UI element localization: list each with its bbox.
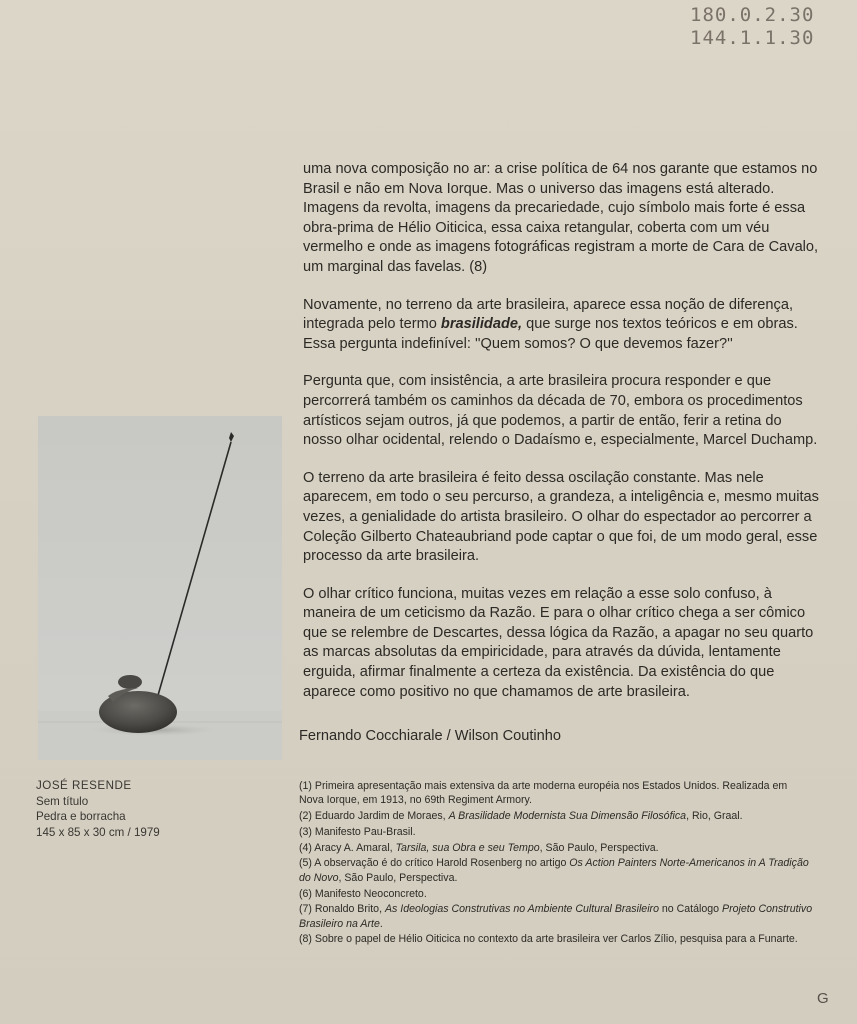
footnotes — [299, 779, 814, 948]
paragraph: O terreno da arte brasileira é feito dessa oscilação constante. Mas nele aparecem, em todo o seu percurso, a grandeza, a inteligência e, mesmo muitas vezes, a genialidade do artista brasileiro. O olhar do espectador ao percorrer a Coleção Gilberto Chateaubriand pode captar o que foi, de um modo geral, esse processo da arte brasileira. — [303, 469, 819, 565]
handwritten-catalog-codes — [690, 4, 850, 50]
footnote-text: (1) Primeira apresentação mais extensiva da arte moderna européia nos Estados Unidos. Realizada em Nova Iorque, em 1913, no 69th Regiment Armory. — [299, 780, 788, 807]
rod-tip — [229, 432, 234, 442]
footnote-text: , São Paulo, Perspectiva. — [539, 841, 659, 854]
footnote-italic-title: As Ideologias Construtivas no Ambiente Cultural Brasileiro — [384, 903, 659, 916]
paragraph-text: Novamente, no terreno da arte brasileira, aparece essa noção de diferença, integrada pelo termo — [303, 296, 793, 333]
footnote-italic-title: Os Action Painters Norte-Americanos in A Tradição do Novo — [299, 857, 809, 884]
page-mark: G — [817, 990, 829, 1007]
paragraph: uma nova composição no ar: a crise política de 64 nos garante que estamos no Brasil e não em Nova Iorque. Mas o universo das imagens está alterado. Imagens da revolta, imagens da precariedade, cujo símbolo mais forte é essa obra-prima de Hélio Oiticica, essa caixa retangular, coberta com um véu vermelho e onde as imagens fotográficas registram a morte de Cara de Cavalo, um marginal das favelas. (8) — [303, 161, 819, 275]
footnote-text: (2) Eduardo Jardim de Moraes, — [299, 810, 449, 823]
footnote — [299, 856, 814, 885]
artwork-caption — [36, 778, 236, 840]
artwork-material: Pedra e borracha — [36, 810, 126, 824]
small-stone — [118, 675, 142, 689]
artwork-photo — [38, 416, 282, 760]
footnote — [299, 809, 814, 823]
footnote-text: (5) A observação é do crítico Harold Rosenberg no artigo — [299, 857, 570, 870]
footnote — [299, 887, 814, 901]
footnote-text: no Catálogo — [658, 903, 722, 916]
footnote-text: (8) Sobre o papel de Hélio Oiticica no contexto da arte brasileira ver Carlos Zílio, pesquisa para a Funarte. — [299, 933, 798, 946]
footnote — [299, 841, 814, 855]
footnote-italic-title: A Brasilidade Modernista Sua Dimensão Filosófica — [448, 810, 687, 823]
footnote — [299, 932, 814, 946]
footnote — [299, 825, 814, 839]
footnote-text: . — [379, 917, 383, 930]
catalog-code-2: 144.1.1.30 — [690, 27, 815, 49]
paragraph — [303, 296, 823, 355]
footnote-text: , São Paulo, Perspectiva. — [338, 871, 458, 884]
footnote-text: (3) Manifesto Pau-Brasil. — [299, 825, 416, 838]
footnote-italic-title: Projeto Construtivo Brasileiro na Arte — [299, 903, 813, 930]
rubber-rod — [148, 442, 231, 730]
footnote — [299, 779, 814, 808]
footnote-text: (4) Aracy A. Amaral, — [299, 841, 396, 854]
authors-signature: Fernando Cocchiarale / Wilson Coutinho — [299, 728, 562, 744]
footnote — [299, 902, 814, 931]
catalog-code-1: 180.0.2.30 — [690, 4, 815, 26]
footnote-italic-title: Tarsila, sua Obra e seu Tempo — [395, 841, 540, 854]
footnote-text: , Rio, Graal. — [686, 810, 743, 823]
paragraph: Pergunta que, com insistência, a arte brasileira procura responder e que percorrerá também os caminhos da década de 70, embora os procedimentos artísticos sejam outros, já que podemos, a partir de então, ferir a retina do nosso olhar ocidental, relendo o Dadaísmo e, especialmente, Marcel Duchamp. — [303, 373, 818, 449]
footnote-text: (6) Manifesto Neoconcreto. — [299, 887, 427, 900]
paragraph-text: que surge nos textos teóricos e em obras. Essa pergunta indefinível: ''Quem somos? O que devemos fazer?'' — [303, 316, 798, 352]
artwork-dimensions: 145 x 85 x 30 cm / 1979 — [36, 825, 160, 839]
paragraph: O olhar crítico funciona, muitas vezes em relação a esse solo confuso, à maneira de um ceticismo da Razão. E para o olhar crítico chega a ser cômico que se relembre de Descartes, dessa lógica da Razão, a apagar no seu quarto as marcas absolutas da empiricidade, para através da dúvida, lentamente erguida, afirmar finalmente a certeza da existência. Da existência do que aparece como positivo no que chamamos de arte brasileira. — [303, 585, 814, 700]
emphasized-term: brasilidade, — [440, 316, 523, 333]
artist-name: JOSÉ RESENDE — [36, 779, 132, 792]
essay-body — [303, 160, 823, 720]
footnote-text: (7) Ronaldo Brito, — [299, 903, 385, 916]
artwork-illustration — [38, 416, 282, 760]
artwork-title: Sem título — [36, 794, 89, 808]
